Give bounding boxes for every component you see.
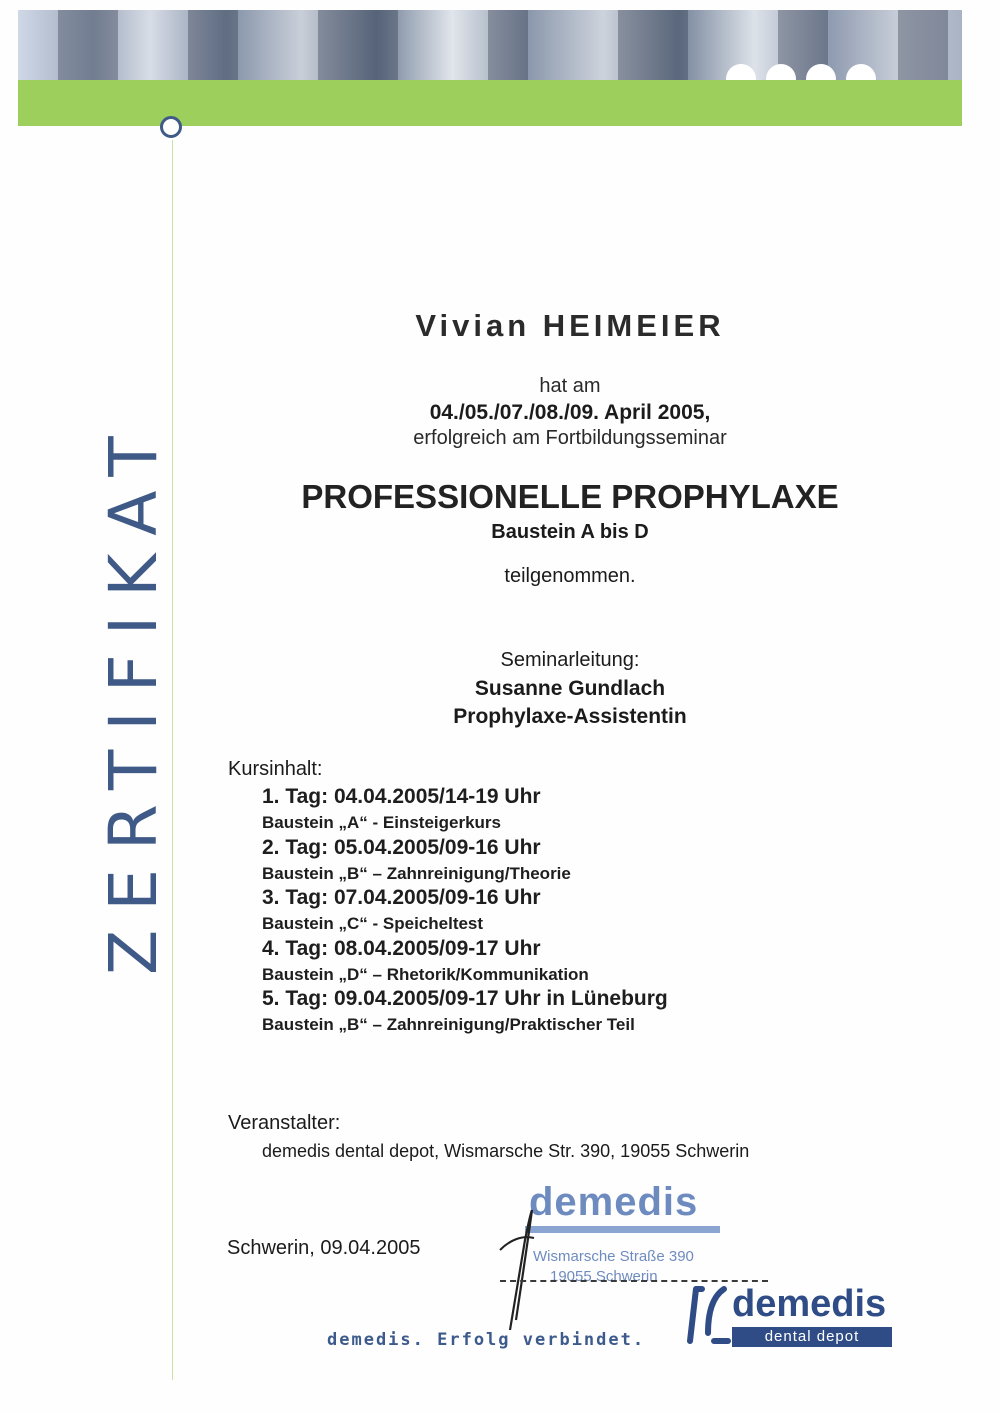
decorative-dot: [726, 64, 756, 80]
organizer-label: Veranstalter:: [228, 1112, 341, 1134]
intro-line-2: erfolgreich am Fortbildungsseminar: [413, 427, 727, 449]
photo-shape: [618, 10, 688, 80]
intro-line-1: hat am: [539, 375, 601, 397]
header-green-bar: [18, 80, 962, 126]
photo-shape: [188, 10, 238, 80]
seminar-lead-label: Seminarleitung:: [500, 649, 640, 671]
photo-shape: [58, 10, 118, 80]
footer-slogan: demedis. Erfolg verbindet.: [327, 1330, 646, 1350]
organizer-value: demedis dental depot, Wismarsche Str. 390, 19055 Schwerin: [262, 1141, 750, 1161]
place-date: Schwerin, 09.04.2005: [227, 1237, 421, 1259]
handwritten-signature: [470, 1180, 670, 1340]
seminar-lead-name: Susanne Gundlach: [474, 677, 666, 700]
course-day-module: Baustein „B“ – Zahnreinigung/Theorie: [262, 864, 571, 883]
course-day: 3. Tag: 07.04.2005/09-16 Uhr: [262, 886, 541, 909]
stamp-address-city: 19055 Schwerin: [550, 1268, 658, 1285]
seminar-dates: 04./05./07./08./09. April 2005,: [429, 401, 711, 424]
course-day-module: Baustein „B“ – Zahnreinigung/Praktischer Teil: [262, 1015, 635, 1034]
course-day: 4. Tag: 08.04.2005/09-17 Uhr: [262, 937, 541, 960]
course-day: 2. Tag: 05.04.2005/09-16 Uhr: [262, 836, 541, 859]
participated-text: teilgenommen.: [504, 565, 636, 587]
course-content-label: Kursinhalt:: [228, 758, 323, 780]
course-day: 1. Tag: 04.04.2005/14-19 Uhr: [262, 785, 541, 808]
course-modules: Baustein A bis D: [491, 521, 649, 543]
seminar-lead-role: Prophylaxe-Assistentin: [453, 705, 687, 728]
brand-logo: [682, 1283, 892, 1345]
stamp-address-street: Wismarsche Straße 390: [533, 1248, 694, 1265]
signature-line: [500, 1280, 768, 1282]
course-title: PROFESSIONELLE PROPHYLAXE: [301, 478, 839, 515]
photo-shape: [488, 10, 528, 80]
brand-name: demedis: [732, 1283, 887, 1325]
side-title: ZERTIFIKAT: [95, 417, 172, 975]
course-day: 5. Tag: 09.04.2005/09-17 Uhr in Lüneburg: [262, 987, 668, 1010]
vertical-guide-line: [172, 140, 173, 1380]
photo-shape: [318, 10, 398, 80]
photo-shape: [898, 10, 948, 80]
ring-decoration: [160, 116, 182, 138]
decorative-dot: [846, 64, 876, 80]
stamp-logo: demedis: [529, 1180, 699, 1224]
header-photo-strip: [18, 10, 962, 80]
brand-mark-icon: [682, 1283, 732, 1345]
brand-subtitle: dental depot: [732, 1327, 892, 1347]
course-day-module: Baustein „C“ - Speicheltest: [262, 914, 484, 933]
course-day-module: Baustein „D“ – Rhetorik/Kommunikation: [262, 965, 589, 984]
recipient-name: Vivian HEIMEIER: [415, 308, 725, 343]
course-day-module: Baustein „A“ - Einsteigerkurs: [262, 813, 502, 832]
